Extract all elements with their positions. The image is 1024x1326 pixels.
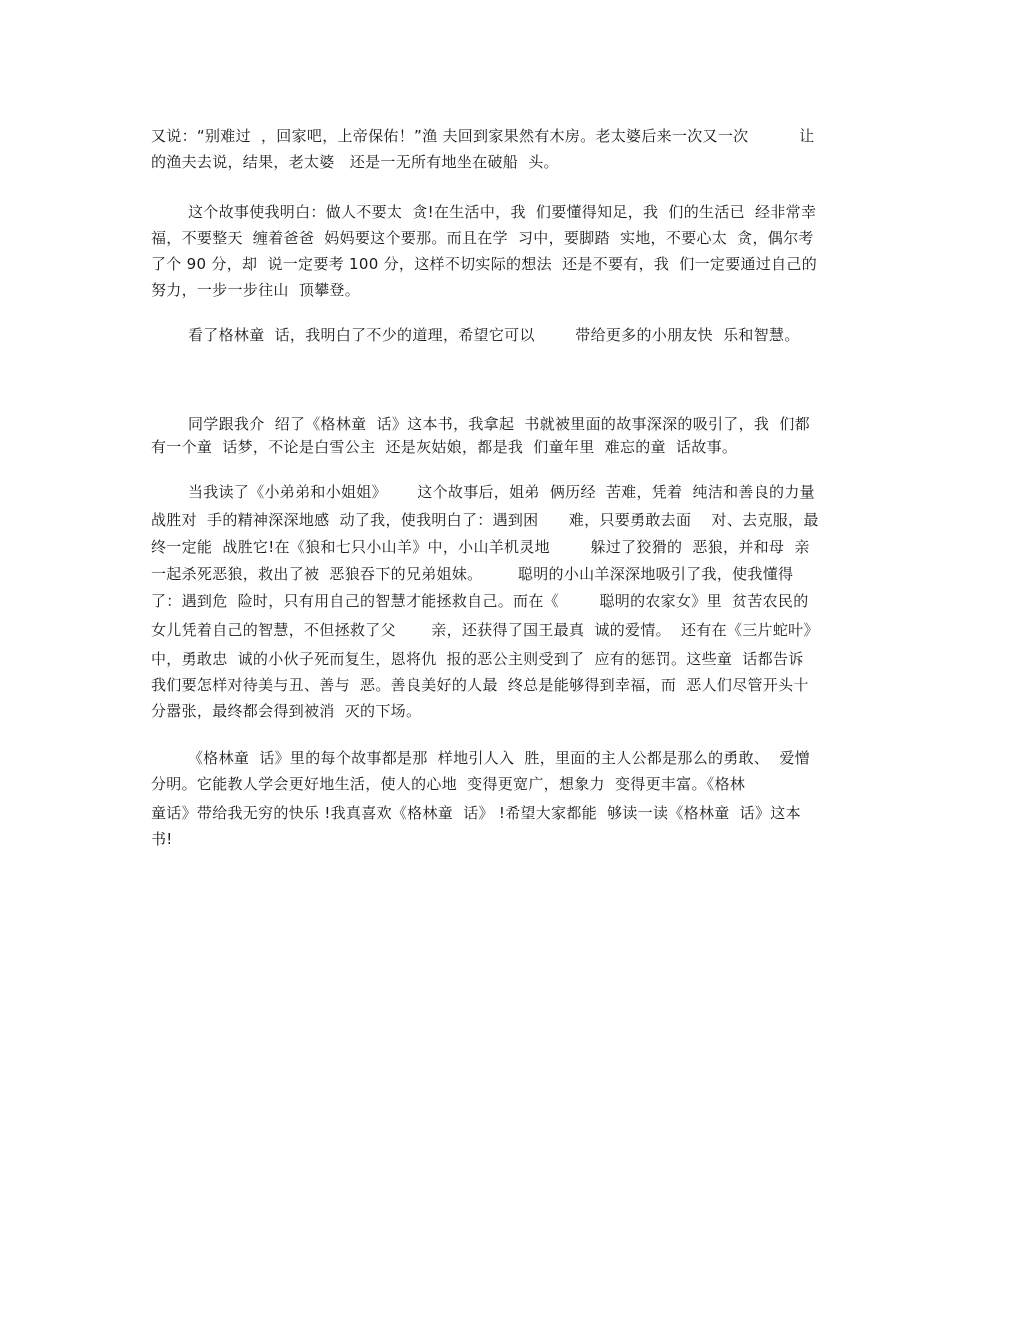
paragraph-2-line-1: 这个故事使我明白：做人不要太 贪!在生活中，我 们要懂得知足，我 们的生活已 经非常幸 <box>188 203 817 221</box>
paragraph-5-line-4: 一起杀死恶狼，救出了被 恶狼吞下的兄弟姐妹。 聪明的小山羊深深地吸引了我，使我懂得 <box>151 565 794 583</box>
paragraph-5-line-1: 当我读了《小弟弟和小姐姐》 这个故事后，姐弟 俩历经 苦难，凭着 纯洁和善良的力量 <box>188 483 815 501</box>
paragraph-5-line-9: 分嚣张，最终都会得到被消 灭的下场。 <box>151 702 422 720</box>
paragraph-4-line-2: 有一个童 话梦，不论是白雪公主 还是灰姑娘，都是我 们童年里 难忘的童 话故事。 <box>151 438 738 456</box>
paragraph-5-line-5: 了：遇到危 险时，只有用自己的智慧才能拯救自己。而在《 聪明的农家女》里 贫苦农民的 <box>151 592 809 610</box>
paragraph-6-line-4: 书! <box>151 830 173 848</box>
paragraph-2-line-2: 福，不要整天 缠着爸爸 妈妈要这个要那。而且在学 习中，要脚踏 实地，不要心太 贪，偶尔考 <box>151 229 814 247</box>
paragraph-1-line-1: 又说：“别难过 ，回家吧，上帝保佑！”渔 夫回到家果然有木房。老太婆后来一次又一次 让 <box>151 127 815 145</box>
paragraph-5-line-8: 我们要怎样对待美与丑、善与 恶。善良美好的人最 终总是能够得到幸福，而 恶人们尽管开头十 <box>151 676 809 694</box>
paragraph-3-line-1: 看了格林童 话，我明白了不少的道理，希望它可以 带给更多的小朋友快 乐和智慧。 <box>188 326 800 344</box>
paragraph-2-line-3: 了个 90 分，却 说一定要考 100 分，这样不切实际的想法 还是不要有，我 们一定要通过自己的 <box>151 255 818 273</box>
paragraph-5-line-2: 战胜对 手的精神深深地感 动了我，使我明白了：遇到困 难，只要勇敢去面 对、去克服，最 <box>151 511 819 529</box>
paragraph-2-line-4: 努力，一步一步往山 顶攀登。 <box>151 281 361 299</box>
paragraph-6-line-3: 童话》带给我无穷的快乐 !我真喜欢《格林童 话》 !希望大家都能 够读一读《格林童 话》这本 <box>151 804 801 822</box>
paragraph-6-line-2: 分明。它能教人学会更好地生活，使人的心地 变得更宽广，想象力 变得更丰富。《格林 <box>151 775 746 793</box>
paragraph-6-line-1: 《格林童 话》里的每个故事都是那 样地引人入 胜，里面的主人公都是那么的勇敢、 爱憎 <box>188 749 810 767</box>
paragraph-5-line-3: 终一定能 战胜它!在《狼和七只小山羊》中，小山羊机灵地 躲过了狡猾的 恶狼，并和母 亲 <box>151 538 810 556</box>
paragraph-1-line-2: 的渔夫去说，结果，老太婆 还是一无所有地坐在破船 头。 <box>151 153 559 171</box>
paragraph-5-line-6: 女儿凭着自己的智慧，不但拯救了父 亲，还获得了国王最真 诚的爱情。 还有在《三片蛇叶》 <box>151 621 819 639</box>
paragraph-4-line-1: 同学跟我介 绍了《格林童 话》这本书，我拿起 书就被里面的故事深深的吸引了，我 们都 <box>188 415 810 433</box>
paragraph-5-line-7: 中，勇敢忠 诚的小伙子死而复生，恩将仇 报的恶公主则受到了 应有的惩罚。这些童 话都告诉 <box>151 650 804 668</box>
